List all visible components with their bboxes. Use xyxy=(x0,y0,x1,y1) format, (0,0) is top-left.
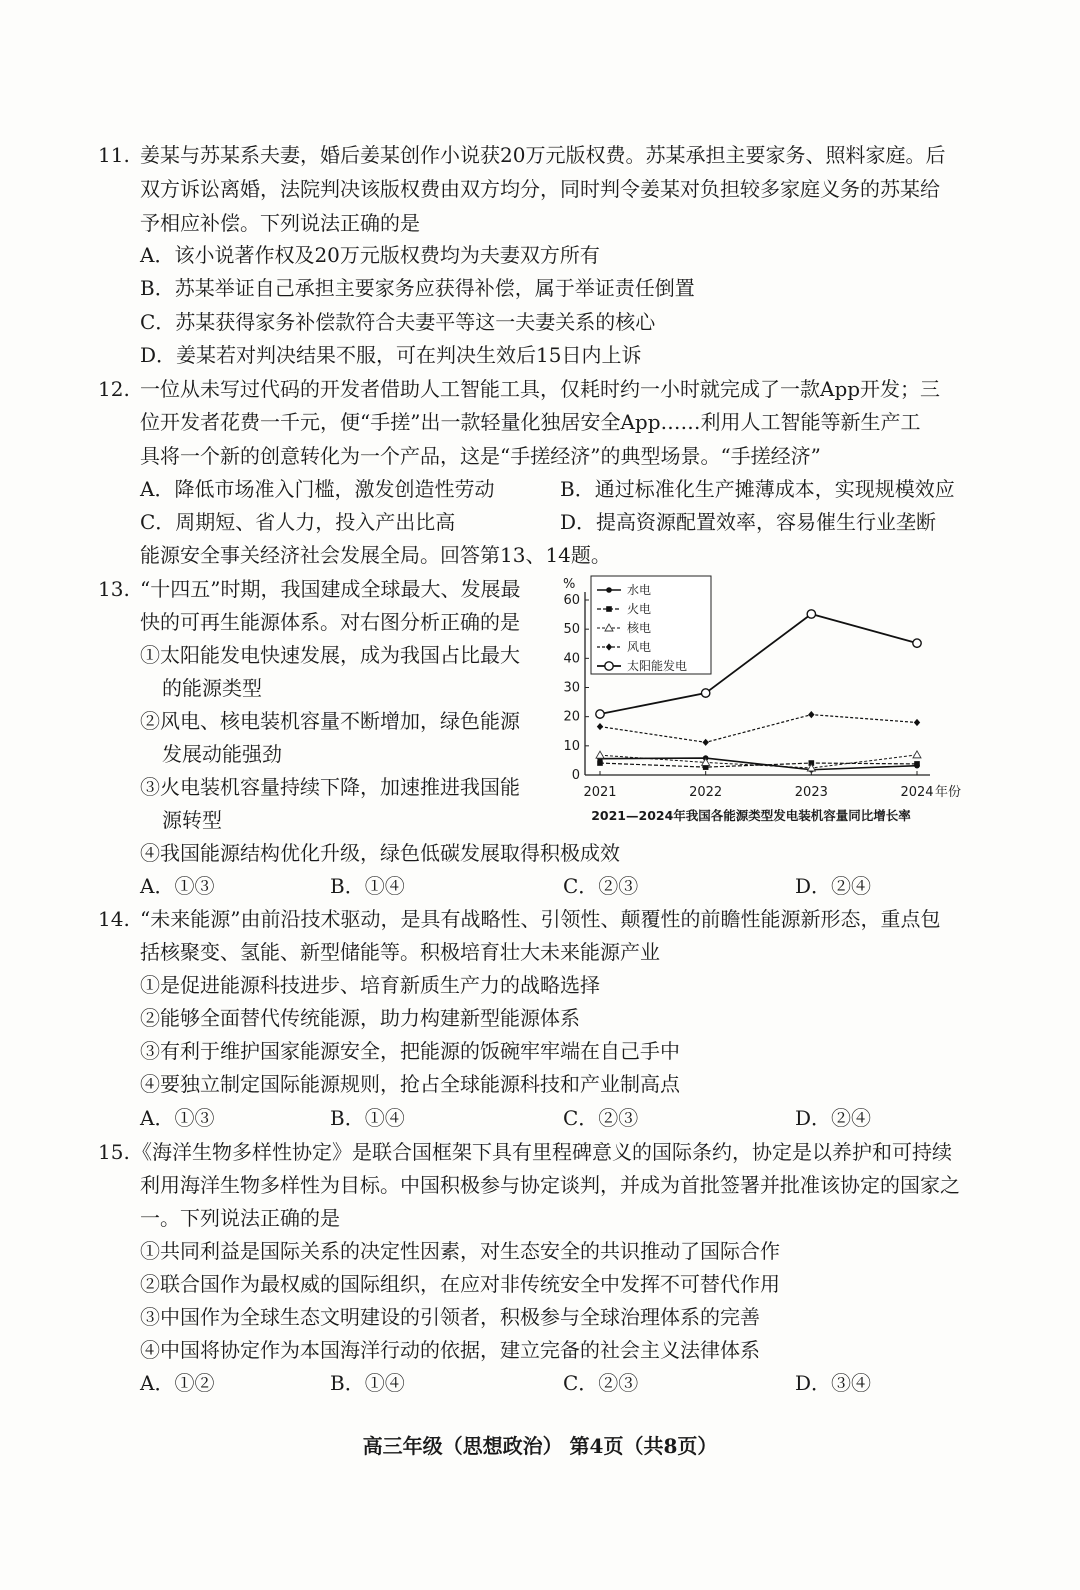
answer-option: C．②③ xyxy=(563,1371,639,1395)
answer-option: A．①② xyxy=(140,1371,215,1395)
y-tick-label: 0 xyxy=(571,768,580,783)
statement-item: ①共同利益是国际关系的决定性因素，对生态安全的共识推动了国际合作 xyxy=(140,1239,780,1263)
statement-item: ③有利于维护国家能源安全，把能源的饭碗牢牢端在自己手中 xyxy=(140,1039,680,1063)
question-stem-line: “未来能源”由前沿技术驱动，是具有战略性、引领性、颠覆性的前瞻性能源新形态，重点包 xyxy=(140,907,941,931)
answer-option: C．苏某获得家务补偿款符合夫妻平等这一夫妻关系的核心 xyxy=(140,310,656,334)
legend-marker xyxy=(606,587,612,593)
data-point-核电 xyxy=(913,751,921,758)
statement-item: ④要独立制定国际能源规则，抢占全球能源科技和产业制高点 xyxy=(140,1072,680,1096)
question-stem-line: 括核聚变、氢能、新型储能等。积极培育壮大未来能源产业 xyxy=(140,940,660,964)
question-stem-line: 一。下列说法正确的是 xyxy=(140,1206,340,1230)
answer-option: B．①④ xyxy=(330,874,405,898)
x-tick-label: 2023 xyxy=(794,785,828,800)
question-number: 15. xyxy=(98,1140,130,1164)
statement-item: ④中国将协定作为本国海洋行动的依据，建立完备的社会主义法律体系 xyxy=(140,1338,760,1362)
question-stem-line: 一位从未写过代码的开发者借助人工智能工具，仅耗时约一小时就完成了一款App开发；三 xyxy=(140,377,941,401)
x-tick-label: 2024 xyxy=(900,785,934,800)
question-number: 12. xyxy=(98,377,130,401)
answer-option: B．①④ xyxy=(330,1106,405,1130)
answer-option: D．②④ xyxy=(795,874,872,898)
data-point-风电 xyxy=(914,719,920,726)
section-intro: 能源安全事关经济社会发展全局。回答第13、14题。 xyxy=(140,543,611,567)
statement-item: ③火电装机容量持续下降，加速推进我国能 xyxy=(140,775,520,799)
line-chart-svg xyxy=(555,570,980,840)
answer-option: C．②③ xyxy=(563,1106,639,1130)
x-axis-label: 年份 xyxy=(935,785,962,800)
answer-option: B．通过标准化生产摊薄成本，实现规模效应 xyxy=(560,477,955,501)
x-tick-label: 2021 xyxy=(583,785,617,800)
growth-rate-chart xyxy=(555,570,980,840)
series-line-风电 xyxy=(600,715,917,743)
answer-option: B．①④ xyxy=(330,1371,405,1395)
answer-option: A．该小说著作权及20万元版权费均为夫妻双方所有 xyxy=(140,243,600,267)
data-point-火电 xyxy=(597,760,603,766)
answer-option: B．苏某举证自己承担主要家务应获得补偿，属于举证责任倒置 xyxy=(140,276,695,300)
data-point-太阳能发电 xyxy=(913,639,921,647)
y-axis-label: % xyxy=(563,577,576,592)
question-stem-line: 《海洋生物多样性协定》是联合国框架下具有里程碑意义的国际条约，协定是以养护和可持续 xyxy=(132,1140,952,1164)
y-tick-label: 40 xyxy=(563,651,580,667)
question-number: 14. xyxy=(98,907,130,931)
statement-item: ①是促进能源科技进步、培育新质生产力的战略选择 xyxy=(140,973,600,997)
legend-label: 核电 xyxy=(627,621,652,635)
data-point-太阳能发电 xyxy=(807,610,815,618)
answer-option: D．③④ xyxy=(795,1371,872,1395)
answer-option: D．姜某若对判决结果不服，可在判决生效后15日内上诉 xyxy=(140,343,642,367)
data-point-太阳能发电 xyxy=(701,689,709,697)
answer-option: C．周期短、省人力，投入产出比高 xyxy=(140,510,456,534)
answer-option: D．提高资源配置效率，容易催生行业垄断 xyxy=(560,510,937,534)
legend-label: 风电 xyxy=(627,640,652,654)
question-stem-line: 双方诉讼离婚，法院判决该版权费由双方均分，同时判令姜某对负担较多家庭义务的苏某给 xyxy=(140,177,940,201)
data-point-风电 xyxy=(597,723,603,730)
data-point-核电 xyxy=(702,758,710,765)
x-tick-label: 2022 xyxy=(689,785,723,800)
question-stem-line: 姜某与苏某系夫妻，婚后姜某创作小说获20万元版权费。苏某承担主要家务、照料家庭。后 xyxy=(140,143,946,167)
legend-marker xyxy=(605,662,613,670)
y-tick-label: 50 xyxy=(563,622,580,638)
y-tick-label: 60 xyxy=(563,593,580,608)
answer-option: C．②③ xyxy=(563,874,639,898)
question-stem-line: 位开发者花费一千元，便“手搓”出一款轻量化独居安全App……利用人工智能等新生产工 xyxy=(140,410,921,434)
legend-marker xyxy=(606,606,612,612)
statement-item: ②能够全面替代传统能源，助力构建新型能源体系 xyxy=(140,1006,580,1030)
answer-option: A．①③ xyxy=(140,1106,215,1130)
statement-item-cont: 源转型 xyxy=(162,808,222,832)
data-point-核电 xyxy=(596,751,604,758)
statement-item: ②风电、核电装机容量不断增加，绿色能源 xyxy=(140,709,520,733)
data-point-太阳能发电 xyxy=(596,710,604,718)
y-tick-label: 10 xyxy=(563,738,580,754)
series-line-水电 xyxy=(600,758,917,770)
question-stem-line: 具将一个新的创意转化为一个产品，这是“手搓经济”的典型场景。“手搓经济” xyxy=(140,444,821,468)
statement-item-cont: 发展动能强劲 xyxy=(162,742,282,766)
chart-title: 2021—2024年我国各能源类型发电装机容量同比增长率 xyxy=(591,808,911,823)
data-point-核电 xyxy=(807,764,815,771)
legend-label: 太阳能发电 xyxy=(627,659,688,673)
y-tick-label: 30 xyxy=(563,680,580,696)
statement-item: ②联合国作为最权威的国际组织，在应对非传统安全中发挥不可替代作用 xyxy=(140,1272,780,1296)
statement-item: ①太阳能发电快速发展，成为我国占比最大 xyxy=(140,643,520,667)
question-stem-line: “十四五”时期，我国建成全球最大、发展最 xyxy=(140,577,521,601)
statement-item: ③中国作为全球生态文明建设的引领者，积极参与全球治理体系的完善 xyxy=(140,1305,760,1329)
answer-option: A．降低市场准入门槛，激发创造性劳动 xyxy=(140,477,495,501)
answer-option: D．②④ xyxy=(795,1106,872,1130)
data-point-风电 xyxy=(808,711,814,718)
series-line-核电 xyxy=(600,755,917,768)
statement-item-cont: 的能源类型 xyxy=(162,676,262,700)
data-point-火电 xyxy=(914,761,920,767)
question-stem-line: 予相应补偿。下列说法正确的是 xyxy=(140,211,420,235)
statement-item: ④我国能源结构优化升级，绿色低碳发展取得积极成效 xyxy=(140,841,620,865)
question-number: 11. xyxy=(98,143,130,167)
legend-label: 火电 xyxy=(627,602,652,616)
question-stem-line: 利用海洋生物多样性为目标。中国积极参与协定谈判，并成为首批签署并批准该协定的国家之 xyxy=(140,1173,960,1197)
question-stem-line: 快的可再生能源体系。对右图分析正确的是 xyxy=(140,610,520,634)
question-number: 13. xyxy=(98,577,130,601)
answer-option: A．①③ xyxy=(140,874,215,898)
data-point-风电 xyxy=(702,739,708,746)
legend-label: 水电 xyxy=(627,583,652,597)
page-footer: 高三年级（思想政治） 第4页（共8页） xyxy=(362,1434,718,1458)
y-tick-label: 20 xyxy=(563,709,580,725)
